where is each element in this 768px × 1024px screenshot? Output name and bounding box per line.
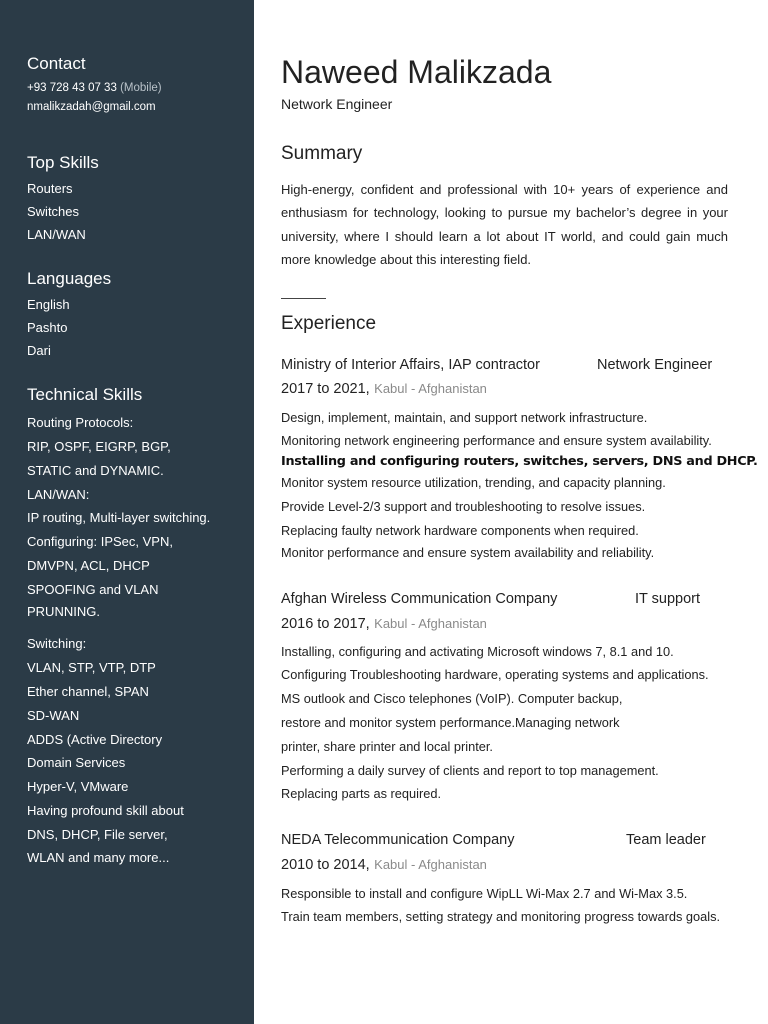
- technical-skill-line: Routing Protocols:: [27, 415, 134, 430]
- job-bullet: Replacing parts as required.: [281, 786, 442, 801]
- technical-skill-line: PRUNNING.: [27, 604, 100, 619]
- job-company: NEDA Telecommunication Company: [281, 832, 515, 848]
- top-skill-item: Routers: [27, 181, 73, 196]
- sidebar: [0, 0, 254, 1024]
- technical-skill-line: SPOOFING and VLAN: [27, 582, 159, 597]
- job-bullet: printer, share printer and local printer.: [281, 739, 493, 754]
- job-company: Afghan Wireless Communication Company: [281, 591, 558, 607]
- job-bullet: restore and monitor system performance.Managing network: [281, 715, 620, 730]
- summary-heading: Summary: [281, 143, 363, 164]
- languages-heading: Languages: [27, 269, 112, 288]
- language-item: English: [27, 297, 70, 312]
- section-divider: [281, 298, 326, 299]
- job-dates-line: [281, 615, 487, 633]
- job-position: Network Engineer: [597, 357, 713, 373]
- contact-email[interactable]: nmalikzadah@gmail.com: [27, 101, 156, 113]
- summary-text: High-energy, confident and professional with 10+ years of experience and enthusiasm for technology, looking to pursue my bachelor’s degree in your university, where I should learn a lot about IT world, and could gain much more knowledge about this interesting field.: [281, 182, 728, 267]
- contact-phone[interactable]: +93 728 43 07 33: [27, 82, 117, 94]
- technical-skill-line: IP routing, Multi-layer switching.: [27, 510, 211, 525]
- job-position: IT support: [635, 591, 701, 607]
- job-bullet: Responsible to install and configure WipLL Wi-Max 2.7 and Wi-Max 3.5.: [281, 886, 688, 901]
- job-dates-line: [281, 380, 487, 398]
- job-bullet: Installing, configuring and activating Microsoft windows 7, 8.1 and 10.: [281, 644, 674, 659]
- job-bullet: Provide Level-2/3 support and troubleshooting to resolve issues.: [281, 499, 646, 514]
- job-dates: 2010 to 2014,: [281, 857, 370, 873]
- technical-skill-line: Domain Services: [27, 755, 126, 770]
- technical-skill-line: RIP, OSPF, EIGRP, BGP,: [27, 439, 171, 454]
- technical-skill-line: LAN/WAN:: [27, 487, 90, 502]
- job-bullet: Monitor performance and ensure system availability and reliability.: [281, 545, 655, 560]
- language-item: Dari: [27, 343, 51, 358]
- technical-skill-line: SD-WAN: [27, 708, 80, 723]
- job-bullet: Performing a daily survey of clients and report to top management.: [281, 763, 659, 778]
- job-location: Kabul - Afghanistan: [374, 381, 487, 396]
- technical-skill-line: Having profound skill about: [27, 803, 184, 818]
- job-bullet: Monitoring network engineering performance and ensure system availability.: [281, 433, 712, 448]
- candidate-title: Network Engineer: [281, 96, 393, 112]
- technical-skill-line: Hyper-V, VMware: [27, 779, 129, 794]
- contact-heading: Contact: [27, 54, 86, 73]
- language-item: Pashto: [27, 320, 68, 335]
- technical-skill-line: WLAN and many more...: [27, 850, 170, 865]
- experience-heading: Experience: [281, 313, 377, 334]
- job-location: Kabul - Afghanistan: [374, 616, 487, 631]
- job-bullet: Monitor system resource utilization, trending, and capacity planning.: [281, 475, 666, 490]
- job-location: Kabul - Afghanistan: [374, 857, 487, 872]
- candidate-name: Naweed Malikzada: [281, 54, 552, 90]
- top-skill-item: Switches: [27, 204, 80, 219]
- job-position: Team leader: [626, 832, 706, 848]
- technical-skills-heading: Technical Skills: [27, 385, 143, 404]
- contact-phone-type: (Mobile): [120, 82, 162, 94]
- job-bullet: Installing and configuring routers, switches, servers, DNS and DHCP.: [281, 454, 758, 469]
- job-dates: 2017 to 2021,: [281, 381, 370, 397]
- contact-phone-line: [27, 82, 162, 94]
- job-company: Ministry of Interior Affairs, IAP contractor: [281, 357, 540, 373]
- job-bullet: Design, implement, maintain, and support network infrastructure.: [281, 410, 648, 425]
- job-bullet: MS outlook and Cisco telephones (VoIP). Computer backup,: [281, 691, 623, 706]
- technical-skill-line: ADDS (Active Directory: [27, 732, 163, 747]
- technical-skill-line: STATIC and DYNAMIC.: [27, 463, 164, 478]
- technical-skill-line: Configuring: IPSec, VPN,: [27, 534, 173, 549]
- job-dates: 2016 to 2017,: [281, 616, 370, 632]
- technical-skill-line: DMVPN, ACL, DHCP: [27, 558, 150, 573]
- top-skill-item: LAN/WAN: [27, 227, 86, 242]
- technical-skill-line: DNS, DHCP, File server,: [27, 827, 168, 842]
- job-bullet: Replacing faulty network hardware components when required.: [281, 523, 639, 538]
- job-bullet: Train team members, setting strategy and monitoring progress towards goals.: [281, 909, 721, 924]
- top-skills-heading: Top Skills: [27, 153, 99, 172]
- job-dates-line: [281, 856, 487, 874]
- main-content: [254, 0, 768, 1024]
- job-bullet: Configuring Troubleshooting hardware, operating systems and applications.: [281, 667, 709, 682]
- technical-skill-line: Switching:: [27, 636, 87, 651]
- technical-skill-line: Ether channel, SPAN: [27, 684, 149, 699]
- technical-skill-line: VLAN, STP, VTP, DTP: [27, 660, 156, 675]
